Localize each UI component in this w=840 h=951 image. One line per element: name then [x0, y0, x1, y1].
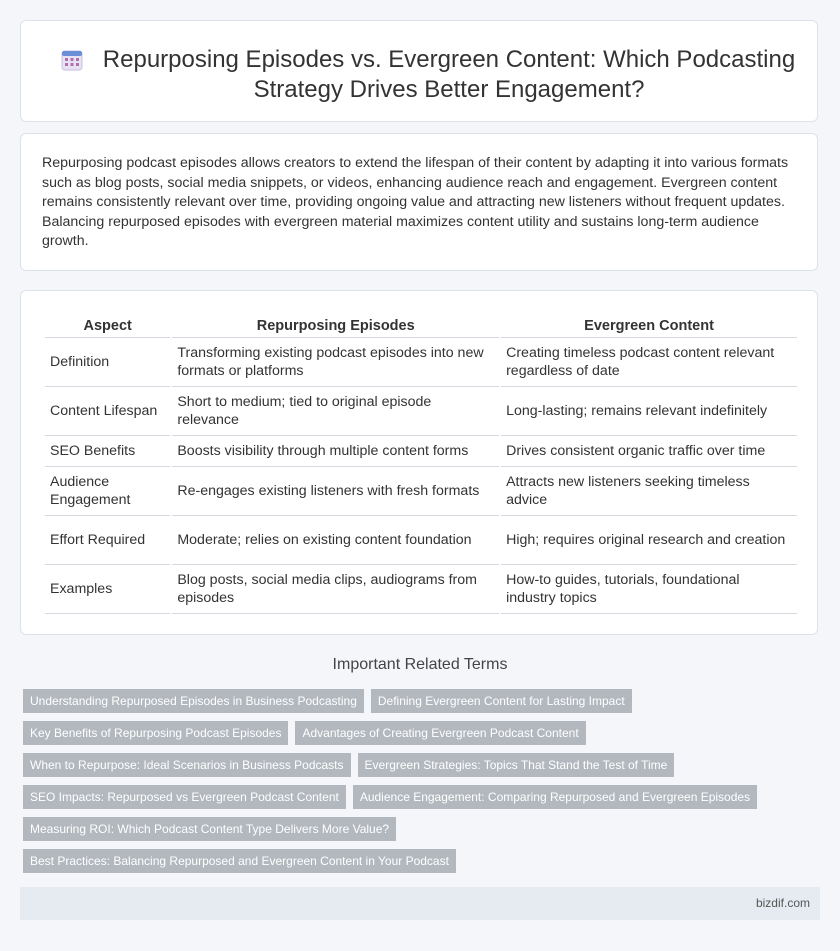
related-term-tag[interactable]: Evergreen Strategies: Topics That Stand the Test of Time: [358, 753, 675, 777]
intro-paragraph: Repurposing podcast episodes allows creators to extend the lifespan of their content by adapting it into various formats such as blog posts, social media snippets, or videos, enhancing audience reach and engagement. Evergreen content remains consistently relevant over time, providing ongoing value and attracting new listeners without frequent updates. Balancing repurposed episodes with evergreen material maximizes content utility and sustains long-term audience growth.: [42, 155, 789, 249]
table-row: [45, 436, 797, 467]
related-term-tag[interactable]: Audience Engagement: Comparing Repurposed and Evergreen Episodes: [353, 785, 757, 809]
related-term-tag[interactable]: When to Repurpose: Ideal Scenarios in Business Podcasts: [23, 753, 351, 777]
table-cell-aspect: Definition: [45, 338, 170, 387]
related-term-tag[interactable]: Measuring ROI: Which Podcast Content Type Delivers More Value?: [23, 817, 396, 841]
related-term-tag[interactable]: Best Practices: Balancing Repurposed and Evergreen Content in Your Podcast: [23, 849, 456, 873]
related-terms-heading: Important Related Terms: [332, 656, 508, 673]
table-row: [45, 565, 797, 614]
related-term-tag[interactable]: Advantages of Creating Evergreen Podcast Content: [295, 721, 585, 745]
footer-site-link[interactable]: bizdif.com: [755, 896, 810, 910]
intro-card: [20, 133, 818, 271]
table-cell-aspect: Content Lifespan: [45, 387, 170, 436]
table-cell-evergreen: Attracts new listeners seeking timeless advice: [501, 467, 797, 516]
title-card: [20, 20, 818, 122]
table-cell-repurposing: Blog posts, social media clips, audiograms from episodes: [172, 565, 499, 614]
table-cell-evergreen: Long-lasting; remains relevant indefinitely: [501, 387, 797, 436]
table-cell-repurposing: Boosts visibility through multiple content forms: [172, 436, 499, 467]
tag-row: [23, 817, 396, 841]
table-row: [45, 338, 797, 387]
related-term-tag[interactable]: Key Benefits of Repurposing Podcast Episodes: [23, 721, 288, 745]
related-term-tag[interactable]: SEO Impacts: Repurposed vs Evergreen Podcast Content: [23, 785, 346, 809]
tag-row: [23, 785, 757, 809]
table-cell-evergreen: High; requires original research and creation: [501, 516, 797, 565]
related-term-tag[interactable]: Defining Evergreen Content for Lasting Impact: [371, 689, 632, 713]
table-cell-repurposing: Transforming existing podcast episodes into new formats or platforms: [172, 338, 499, 387]
table-cell-repurposing: Short to medium; tied to original episode relevance: [172, 387, 499, 436]
tag-row: [23, 689, 632, 713]
column-header-repurposing: Repurposing Episodes: [172, 315, 499, 338]
page-title: Repurposing Episodes vs. Evergreen Content: Which Podcasting Strategy Drives Better Engagement?: [102, 46, 796, 103]
table-row: [45, 467, 797, 516]
table-cell-repurposing: Re-engages existing listeners with fresh formats: [172, 467, 499, 516]
table-row: [45, 387, 797, 436]
footer: [20, 887, 820, 920]
table-cell-evergreen: How-to guides, tutorials, foundational industry topics: [501, 565, 797, 614]
table-row: [45, 516, 797, 565]
column-header-aspect: Aspect: [45, 315, 170, 338]
tag-row: [23, 721, 586, 745]
table-cell-aspect: SEO Benefits: [45, 436, 170, 467]
tag-row: [23, 753, 674, 777]
column-header-evergreen: Evergreen Content: [501, 315, 797, 338]
table-header-row: [45, 315, 797, 338]
related-term-tag[interactable]: Understanding Repurposed Episodes in Business Podcasting: [23, 689, 364, 713]
table-cell-evergreen: Creating timeless podcast content relevant regardless of date: [501, 338, 797, 387]
tag-row: [23, 849, 456, 873]
table-cell-aspect: Effort Required: [45, 516, 170, 565]
comparison-card: [20, 290, 818, 635]
table-cell-evergreen: Drives consistent organic traffic over time: [501, 436, 797, 467]
comparison-table: [43, 315, 799, 614]
calendar-icon: [61, 49, 83, 71]
table-cell-repurposing: Moderate; relies on existing content foundation: [172, 516, 499, 565]
table-cell-aspect: Examples: [45, 565, 170, 614]
table-cell-aspect: Audience Engagement: [45, 467, 170, 516]
